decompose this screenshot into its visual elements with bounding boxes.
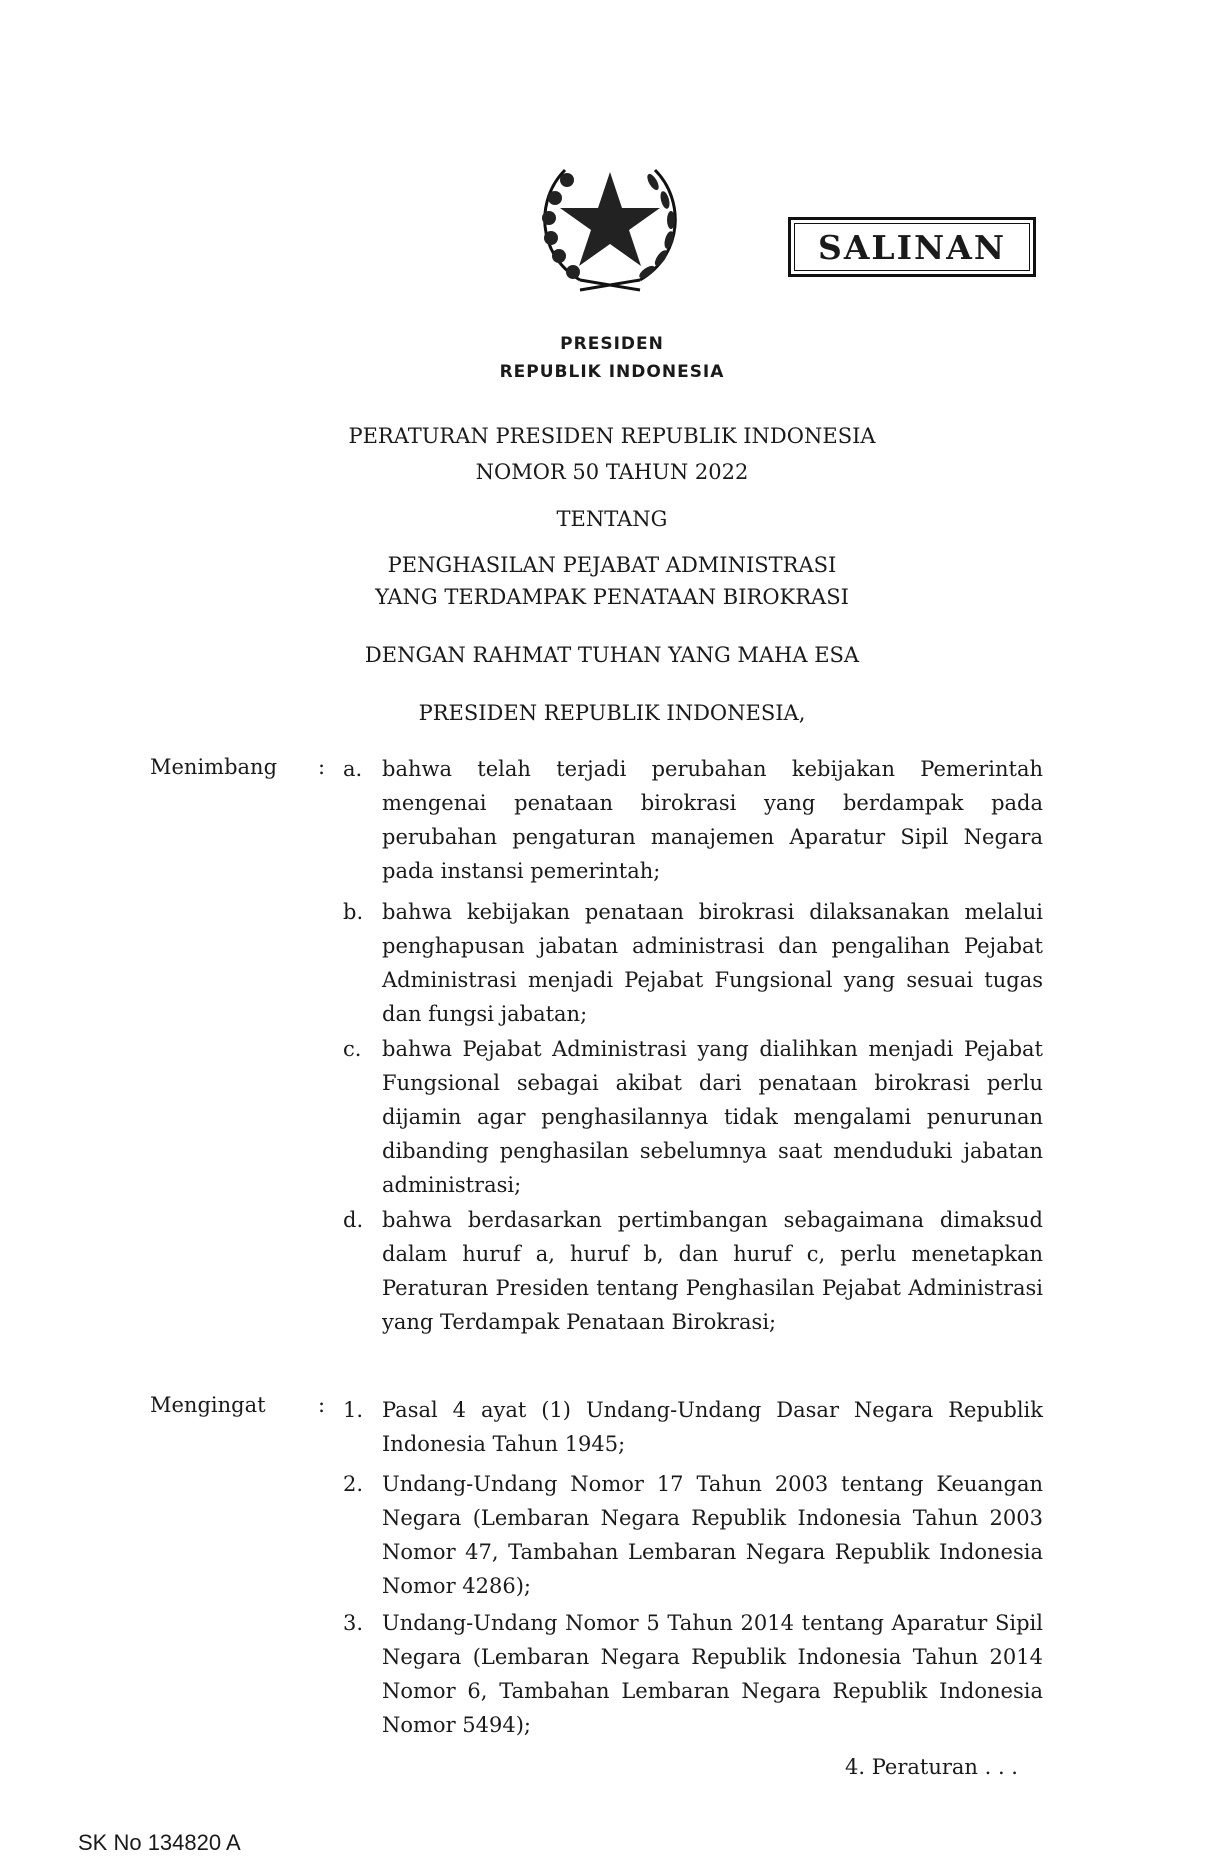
item-marker: 1. [343, 1398, 364, 1422]
mengingat-label: Mengingat [150, 1393, 266, 1417]
mengingat-item-2 [343, 1467, 1043, 1603]
title-subject-1: PENGHASILAN PEJABAT ADMINISTRASI [387, 553, 837, 577]
title-subject-2: YANG TERDAMPAK PENATAAN BIROKRASI [375, 585, 849, 609]
item-text: Pasal 4 ayat (1) Undang-Undang Dasar Negara Republik Indonesia Tahun 1945; [382, 1398, 1043, 1456]
header-presiden: PRESIDEN [560, 334, 664, 354]
item-marker: c. [343, 1037, 362, 1061]
salinan-stamp [788, 217, 1036, 277]
item-marker: b. [343, 900, 364, 924]
title-tentang: TENTANG [556, 507, 668, 531]
mengingat-item-3 [343, 1606, 1043, 1742]
header-republik: REPUBLIK INDONESIA [499, 362, 725, 382]
mengingat-item-1 [343, 1393, 1043, 1461]
menimbang-item-d [343, 1203, 1043, 1339]
item-text: Undang-Undang Nomor 5 Tahun 2014 tentang Aparatur Sipil Negara (Lembaran Negara Republik Indonesia Tahun 2014 Nomor 6, Tambahan Lembaran Negara Republik Indonesia Nomor 5494); [382, 1611, 1043, 1737]
menimbang-colon: : [318, 755, 326, 779]
mengingat-colon: : [318, 1393, 326, 1417]
next-page-indicator: 4. Peraturan . . . [845, 1755, 1018, 1779]
title-rahmat: DENGAN RAHMAT TUHAN YANG MAHA ESA [364, 643, 860, 667]
title-nomor: NOMOR 50 TAHUN 2022 [475, 460, 749, 484]
menimbang-item-a [343, 752, 1043, 888]
item-text: bahwa telah terjadi perubahan kebijakan Pemerintah mengenai penataan birokrasi yang berdampak pada perubahan pengaturan manajemen Aparatur Sipil Negara pada instansi pemerintah; [382, 757, 1043, 883]
item-text: bahwa Pejabat Administrasi yang dialihkan menjadi Pejabat Fungsional sebagai akibat dari penataan birokrasi perlu dijamin agar penghasilannya tidak mengalami penurunan dibanding penghasilan sebelumnya saat menduduki jabatan administrasi; [382, 1037, 1043, 1197]
item-marker: d. [343, 1208, 364, 1232]
salinan-label: SALINAN [817, 227, 1006, 267]
item-marker: 3. [343, 1611, 364, 1635]
item-marker: 2. [343, 1472, 364, 1496]
sk-number: SK No 134820 A [78, 1830, 241, 1855]
item-text: bahwa kebijakan penataan birokrasi dilaksanakan melalui penghapusan jabatan administrasi dan pengalihan Pejabat Administrasi menjadi Pejabat Fungsional yang sesuai tugas dan fungsi jabatan; [382, 900, 1043, 1026]
title-presiden: PRESIDEN REPUBLIK INDONESIA, [418, 701, 806, 725]
menimbang-item-c [343, 1032, 1043, 1202]
item-marker: a. [343, 757, 363, 781]
garuda-star-emblem [525, 150, 695, 300]
title-peraturan: PERATURAN PRESIDEN REPUBLIK INDONESIA [348, 424, 876, 448]
menimbang-label: Menimbang [150, 755, 278, 779]
item-text: Undang-Undang Nomor 17 Tahun 2003 tentang Keuangan Negara (Lembaran Negara Republik Indonesia Tahun 2003 Nomor 47, Tambahan Lembaran Negara Republik Indonesia Nomor 4286); [382, 1472, 1043, 1598]
item-text: bahwa berdasarkan pertimbangan sebagaimana dimaksud dalam huruf a, huruf b, dan huruf c, perlu menetapkan Peraturan Presiden tentang Penghasilan Pejabat Administrasi yang Terdampak Penataan Birokrasi; [382, 1208, 1043, 1334]
menimbang-item-b [343, 895, 1043, 1031]
